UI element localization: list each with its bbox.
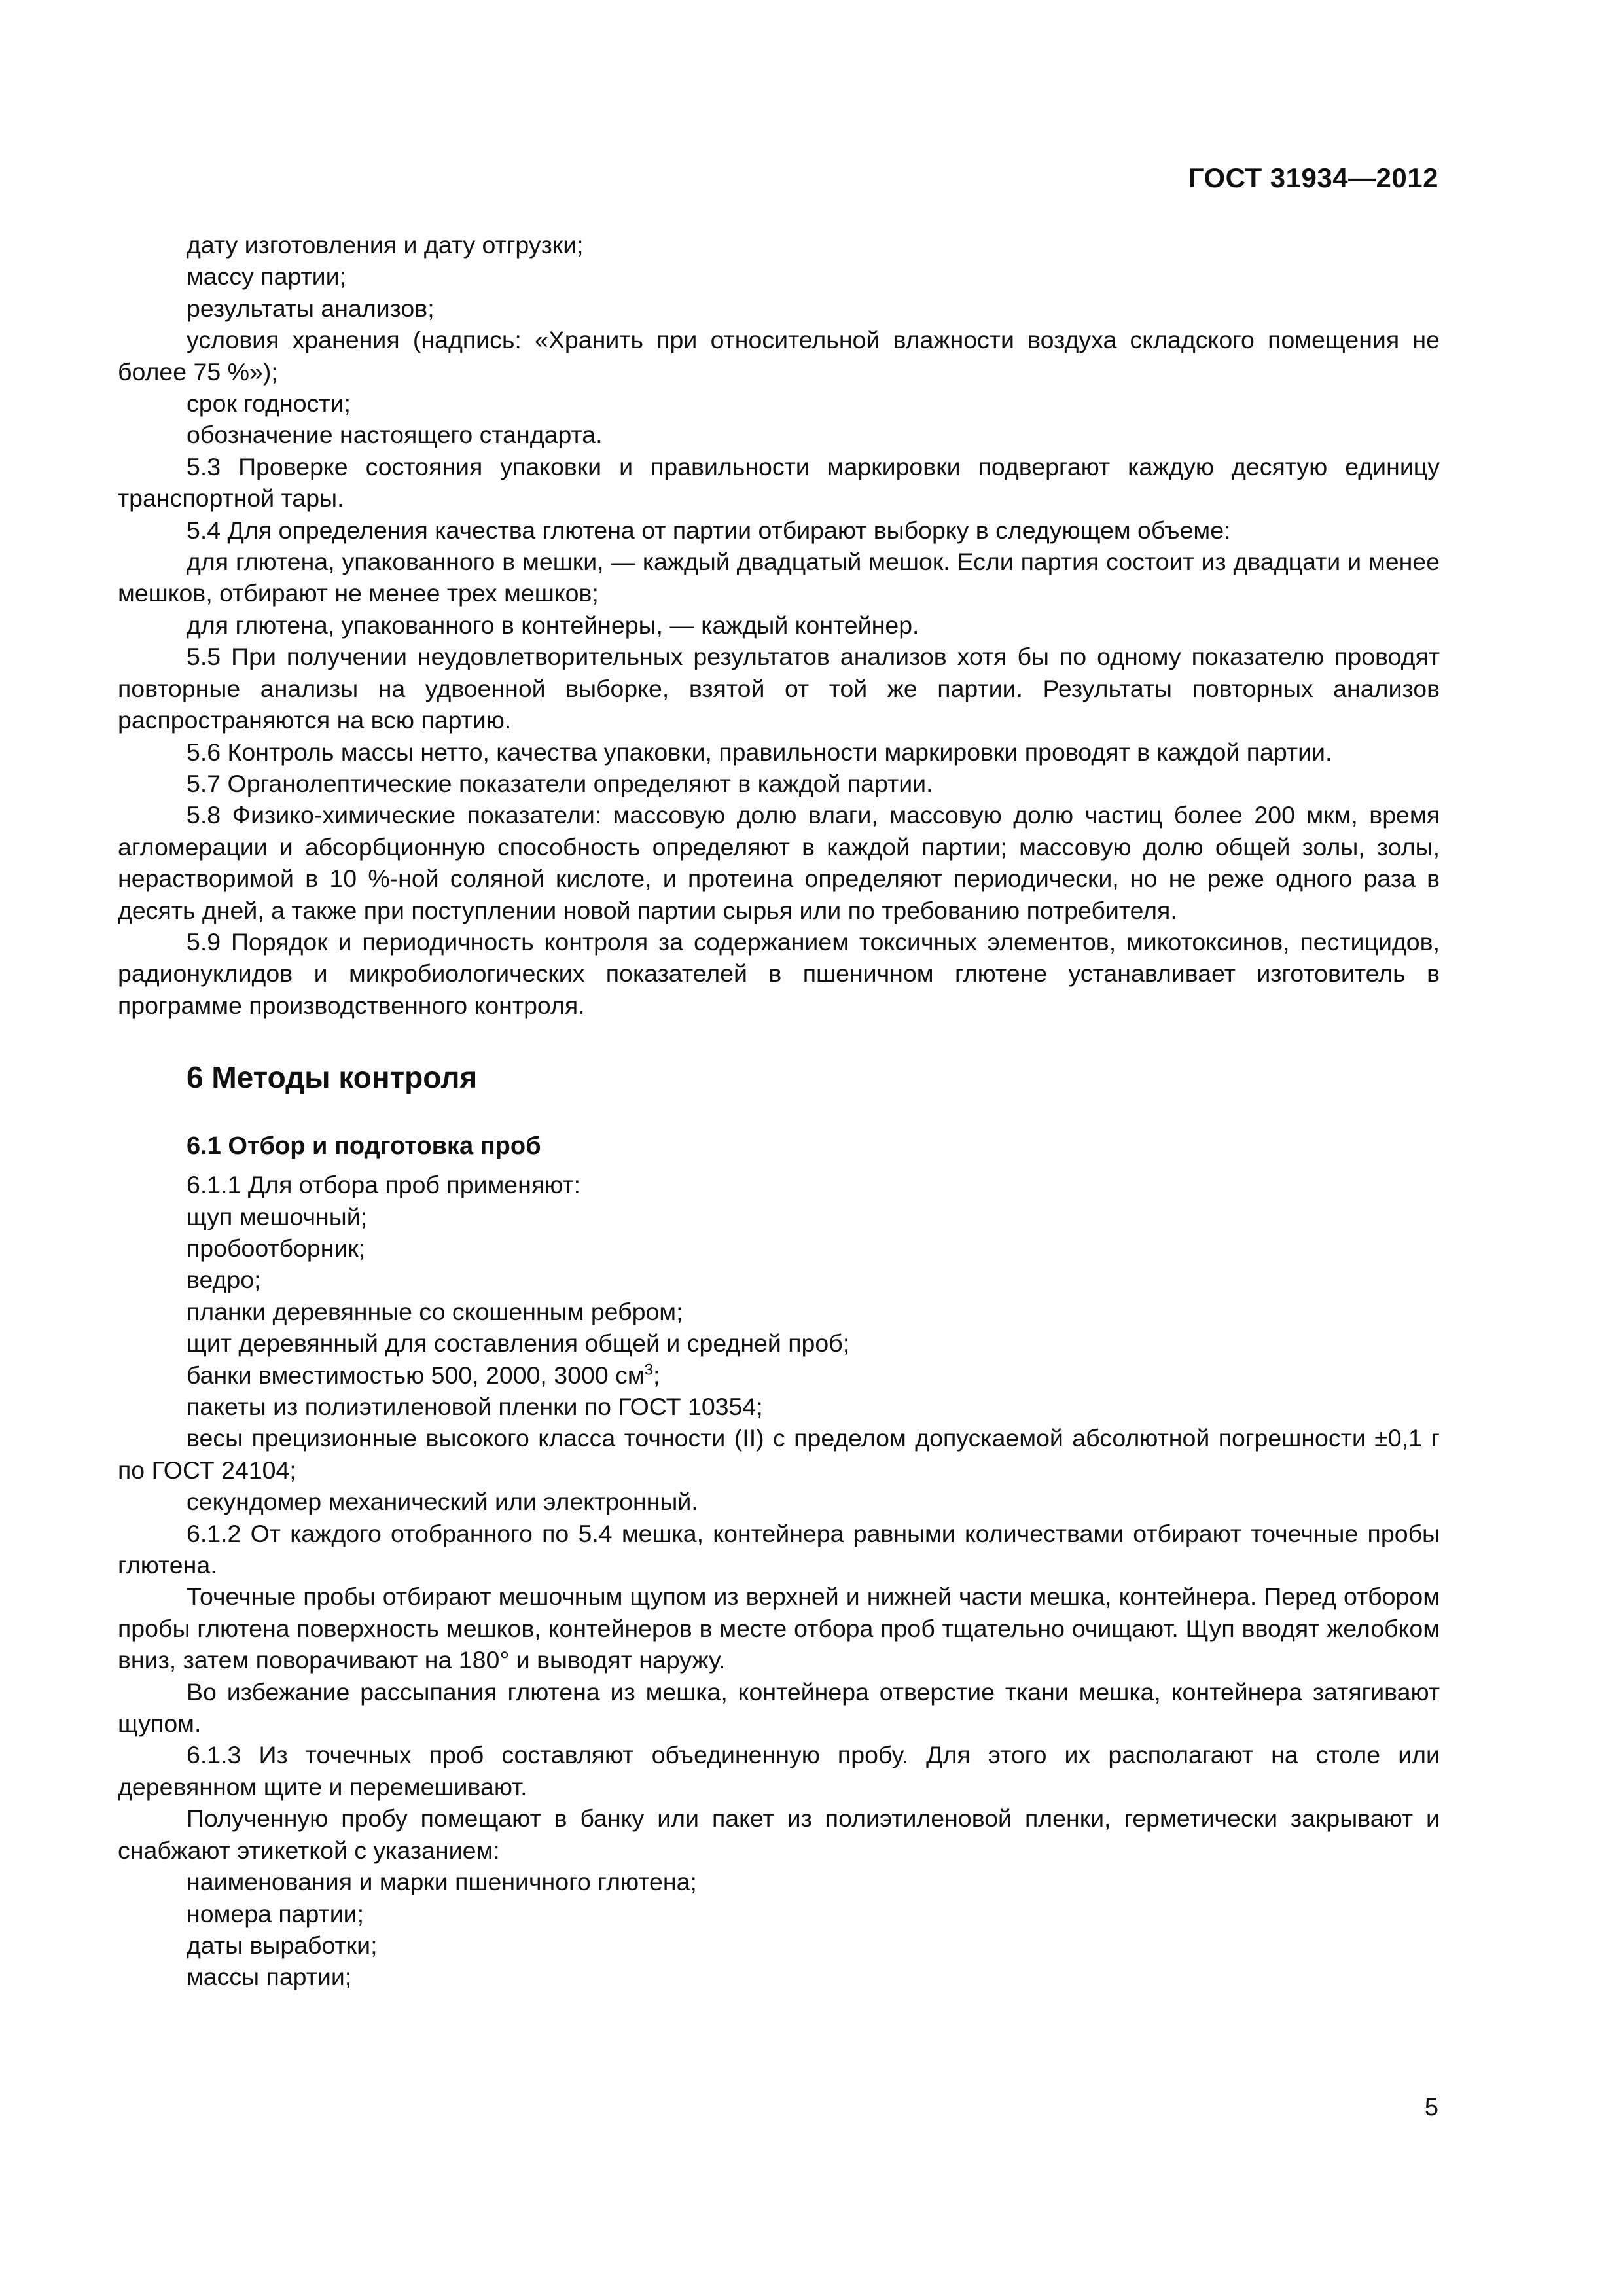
paragraph: обозначение настоящего стандарта. (187, 421, 603, 449)
list-item: пробоотборник; (187, 1234, 366, 1262)
cubic-superscript: 3 (644, 1361, 654, 1379)
list-item: планки деревянные со скошенным ребром; (187, 1297, 683, 1325)
list-item: секундомер механический или электронный. (187, 1488, 698, 1516)
list-item: наименования и марки пшеничного глютена; (187, 1868, 697, 1896)
list-item: даты выработки; (187, 1931, 378, 1959)
paragraph-5-8: 5.8 Физико-химические показатели: массовую долю влаги, массовую долю частиц более 200 мкм, время агломерации и абсорбционную способность определяют в каждой партии; массовую долю общей золы, золы, нерастворимой в 10 %-ной соляной кислоте, и протеина определяют периодически, но не реже одного раза в десять дней, а также при поступлении новой партии сырья или по требованию потребителя. (118, 801, 1440, 924)
paragraph: результаты анализов; (187, 294, 435, 322)
paragraph: массу партии; (187, 262, 346, 291)
section-6-heading: 6 Методы контроля (187, 1060, 478, 1095)
list-item: массы партии; (187, 1963, 352, 1991)
paragraph-5-3: 5.3 Проверке состояния упаковки и правильности маркировки подвергают каждую десятую единицу транспортной тары. (118, 452, 1440, 512)
paragraph-6-1-3: 6.1.3 Из точечных проб составляют объединенную пробу. Для этого их располагают на столе или деревянном щите и перемешивают. (118, 1741, 1440, 1801)
paragraph: Полученную пробу помещают в банку или пакет из полиэтиленовой пленки, герметически закрывают и снабжают этикеткой с указанием: (118, 1804, 1440, 1864)
list-item: щит деревянный для составления общей и средней проб; (187, 1329, 850, 1357)
list-item: щуп мешочный; (187, 1202, 368, 1230)
paragraph-5-7: 5.7 Органолептические показатели определяют в каждой партии. (187, 769, 933, 797)
document-code-header: ГОСТ 31934—2012 (1188, 162, 1438, 193)
paragraph-5-4: 5.4 Для определения качества глютена от партии отбирают выборку в следующем объеме: (187, 516, 1231, 544)
jars-text: банки вместимостью 500, 2000, 3000 см (187, 1361, 645, 1389)
paragraph: для глютена, упакованного в мешки, — каждый двадцатый мешок. Если партия состоит из двадцати и менее мешков, отбирают не менее трех мешков; (118, 548, 1440, 607)
paragraph: Точечные пробы отбирают мешочным щупом из верхней и нижней части мешка, контейнера. Перед отбором пробы глютена поверхность мешков, контейнеров в месте отбора проб тщательно очищают. Щуп вводят желобком вниз, затем поворачивают на 180° и выводят наружу. (118, 1583, 1440, 1674)
paragraph-6-1-1: 6.1.1 Для отбора проб применяют: (187, 1171, 581, 1199)
list-item: номера партии; (187, 1899, 365, 1928)
document-body (118, 229, 1440, 1993)
list-item: весы прецизионные высокого класса точности (II) с пределом допускаемой абсолютной погрешности ±0,1 г по ГОСТ 24104; (118, 1424, 1440, 1484)
page-number: 5 (1424, 2094, 1438, 2121)
section-6-1-heading: 6.1 Отбор и подготовка проб (187, 1132, 541, 1160)
list-item-jars (118, 1359, 1440, 1391)
paragraph-5-6: 5.6 Контроль массы нетто, качества упаковки, правильности маркировки проводят в каждой партии. (187, 738, 1332, 766)
paragraph: срок годности; (187, 389, 351, 418)
paragraph-6-1-2: 6.1.2 От каждого отобранного по 5.4 мешка, контейнера равными количествами отбирают точечные пробы глютена. (118, 1519, 1440, 1579)
paragraph: для глютена, упакованного в контейнеры, — каждый контейнер. (187, 611, 919, 639)
paragraph-5-9: 5.9 Порядок и периодичность контроля за содержанием токсичных элементов, микотоксинов, пестицидов, радионуклидов и микробиологических показателей в пшеничном глютене устанавливает изготовитель в программе производственного контроля. (118, 927, 1440, 1019)
paragraph: условия хранения (надпись: «Хранить при относительной влажности воздуха складского помещения не более 75 %»); (118, 326, 1440, 386)
list-item: ведро; (187, 1266, 261, 1294)
jars-end: ; (653, 1361, 660, 1389)
paragraph: Во избежание рассыпания глютена из мешка, контейнера отверстие ткани мешка, контейнера затягивают щупом. (118, 1677, 1440, 1738)
list-item: пакеты из полиэтиленовой пленки по ГОСТ 10354; (187, 1393, 763, 1420)
paragraph: дату изготовления и дату отгрузки; (187, 231, 584, 259)
paragraph-5-5: 5.5 При получении неудовлетворительных результатов анализов хотя бы по одному показателю проводят повторные анализы на удвоенной выборке, взятой от той же партии. Результаты повторных анализов распространяются на всю партию. (118, 643, 1440, 734)
